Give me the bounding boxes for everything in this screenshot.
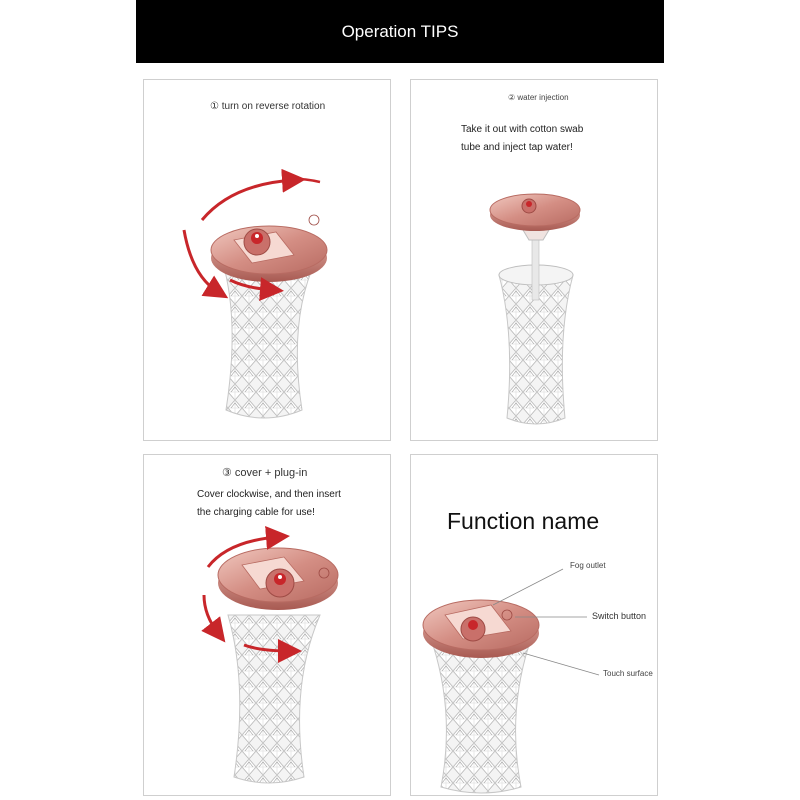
function-title: Function name (447, 508, 600, 534)
function-illustration (411, 455, 657, 795)
humidifier-illustration (144, 80, 390, 440)
step-3-line-2: the charging cable for use! (197, 507, 315, 518)
step-1-caption: ① turn on reverse rotation (210, 101, 326, 112)
fog-outlet-label: Fog outlet (570, 561, 606, 570)
step-1-panel (143, 79, 391, 441)
touch-surface-label: Touch surface (603, 669, 653, 678)
step-2-line-2: tube and inject tap water! (461, 142, 573, 153)
step-3-panel (143, 454, 391, 796)
step-2-panel (410, 79, 658, 441)
step-2-line-1: Take it out with cotton swab (461, 124, 584, 135)
cover-plugin-illustration (144, 455, 390, 795)
function-panel (410, 454, 658, 796)
switch-button-label: Switch button (592, 611, 647, 621)
water-injection-illustration (411, 80, 657, 440)
page-title: Operation TIPS (341, 21, 459, 41)
step-2-caption: ② water injection (508, 93, 569, 102)
header-bar (136, 0, 664, 63)
step-3-caption: ③ cover + plug-in (222, 467, 308, 479)
step-3-line-1: Cover clockwise, and then insert (197, 489, 341, 500)
